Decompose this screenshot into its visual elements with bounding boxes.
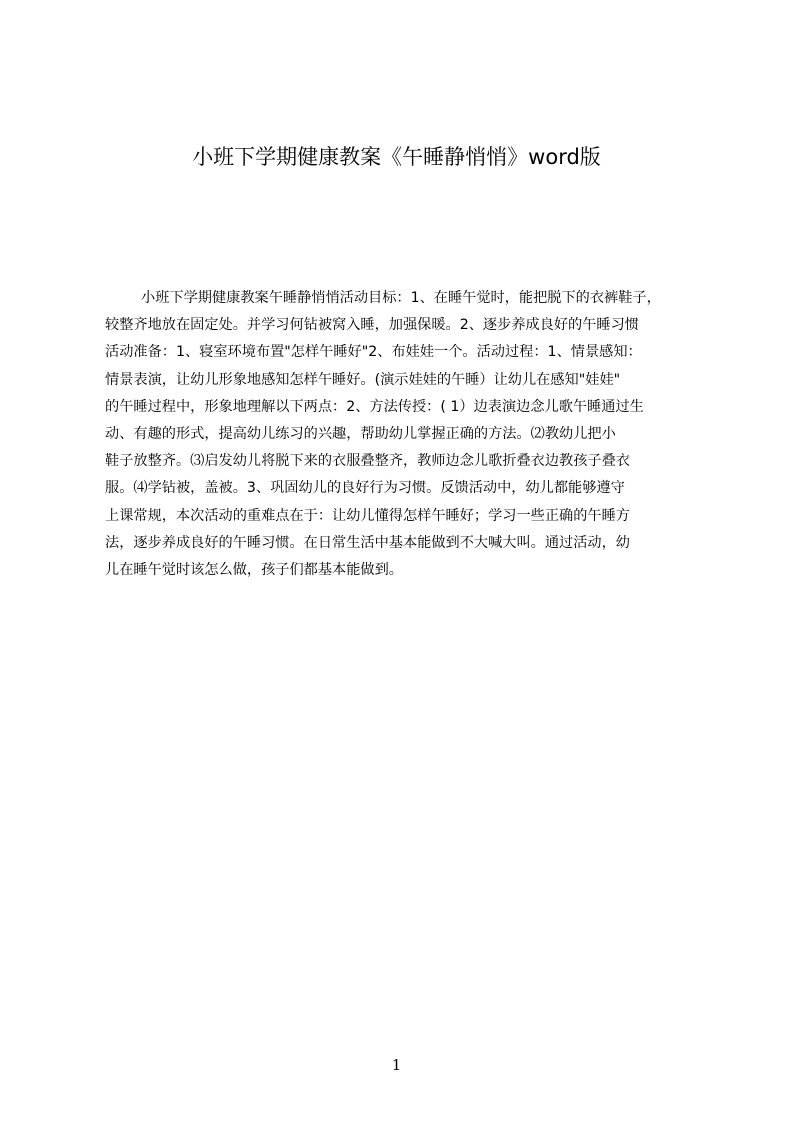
- paragraph-line: 服。⑷学钻被，盖被。3、巩固幼儿的良好行为习惯。反馈活动中，幼儿都能够遵守: [105, 480, 625, 497]
- paragraph-line: 鞋子放整齐。⑶启发幼儿将脱下来的衣服叠整齐，教师边念儿歌折叠衣边教孩子叠衣: [105, 453, 630, 470]
- document-title: 小班下学期健康教案《午睡静悄悄》word版: [192, 145, 601, 169]
- paragraph-line: 动、有趣的形式，提高幼儿练习的兴趣，帮助幼儿掌握正确的方法。⑵教幼儿把小: [105, 425, 616, 442]
- body-paragraph: [105, 285, 699, 584]
- paragraph-line: 的午睡过程中，形象地理解以下两点：2、方法传授：( 1）边表演边念儿歌午睡通过生: [105, 398, 644, 415]
- paragraph-line: 法，逐步养成良好的午睡习惯。在日常生活中基本能做到不大喊大叫。通过活动，幼: [105, 534, 630, 551]
- paragraph-line: 情景表演，让幼儿形象地感知怎样午睡好。(演示娃娃的午睡）让幼儿在感知"娃娃": [105, 371, 621, 388]
- paragraph-line: 儿在睡午觉时该怎么做，孩子们都基本能做到。: [105, 561, 403, 578]
- paragraph-line: 小班下学期健康教案午睡静悄悄活动目标：1、在睡午觉时，能把脱下的衣裤鞋子，: [141, 290, 661, 306]
- paragraph-line: 较整齐地放在固定处。并学习何钻被窝入睡，加强保暖。2、逐步养成良好的午睡习惯: [105, 317, 639, 334]
- paragraph-line: 上课常规，本次活动的重难点在于：让幼儿懂得怎样午睡好；学习一些正确的午睡方: [105, 507, 630, 524]
- paragraph-line: 活动准备：1、寝室环境布置"怎样午睡好"2、布娃娃一个。活动过程：1、情景感知：: [105, 344, 642, 361]
- page-number: 1: [391, 1056, 402, 1074]
